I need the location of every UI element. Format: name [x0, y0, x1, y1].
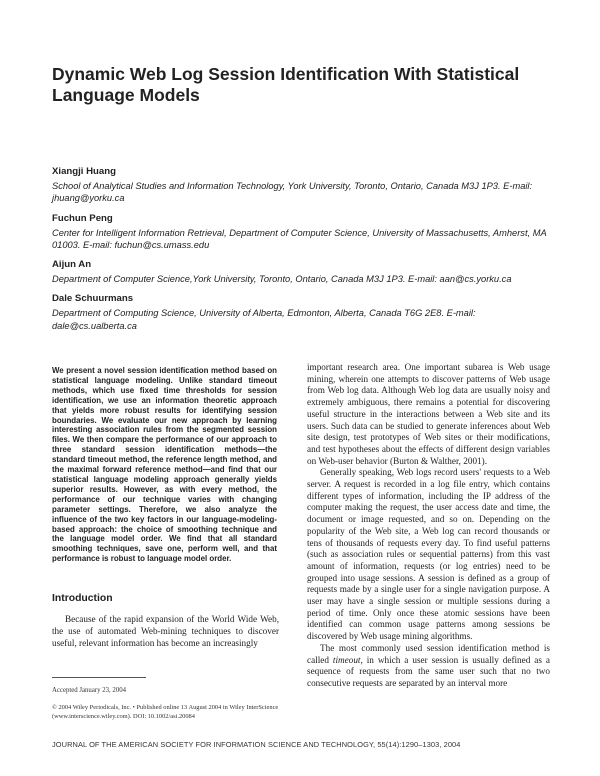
author-name: Fuchun Peng [52, 212, 113, 224]
author-affiliation: Department of Computing Science, University of Alberta, Edmonton, Alberta, Canada T6G 2E8. E-mail: dale@cs.ualberta.ca [52, 308, 476, 331]
author-name: Aijun An [52, 259, 92, 271]
paragraph: Generally speaking, Web logs record users' requests to a Web server. A request is recorded in a log file entry, which contains different types of information, including the IP address of the computer making the request, the user access date and time, the document or image requested, and so on. Depending on the popularity of the Web site, a Web log can record thousands or tens of thousands of requests every day. To find useful patterns (such as association rules or sequential patterns) from this vast amount of information, requests (or log entries) need to be grouped into usage sessions. A session is defined as a group of requests made by a single user for a single navigation purpose. A user may have a single session or multiple sessions during a period of time. Only once these atomic sessions have been identified can common usage patterns among sessions be discovered by Web usage mining algorithms. [307, 467, 550, 642]
paragraph: important research area. One important subarea is Web usage mining, wherein one attempts to discover patterns of Web usage from Web log data. Although Web log data are usually noisy and extremely ambiguous, there remains a potential for discovering useful structure in the interactions between a Web site and its users. Such data can be studied to generate inferences about Web site design, test prototypes of Web sites or their modifications, and test hypotheses about the effects of different design variables on Web-user behavior (Burton & Walther, 2001). [307, 362, 550, 466]
author-affiliation: Center for Intelligent Information Retrieval, Department of Computer Science, University of Massachusetts, Amherst, MA 01003. E-mail: fuchun@cs.umass.edu [52, 227, 547, 250]
footnote-divider [52, 677, 146, 678]
paper-title: Dynamic Web Log Session Identification With Statistical Language Models [52, 64, 520, 105]
author-block [52, 166, 552, 340]
text-run: , in which a user session is usually defined as a sequence of requests from the same user such that no two consecutive requests are separated by an interval more [307, 654, 551, 688]
emphasis-term: timeout [332, 654, 361, 665]
author-affiliation: School of Analytical Studies and Information Technology, York University, Toronto, Ontario, Canada M3J 1P3. E-mail: jhuang@yorku.ca [52, 181, 533, 204]
author-name: Xiangji Huang [52, 166, 116, 177]
abstract: We present a novel session identification method based on statistical language modeling. Unlike standard timeout methods, which use fixed time thresholds for session identification, we use an information theoretic approach that yields more robust results for identifying session boundaries. We evaluate our new approach by learning interesting association rules from the segmented session files. We then compare the performance of our approach to three standard session identification methods—the standard timeout method, the reference length method, and the maximal forward reference method—and find that our statistical language modeling approach generally yields superior results. However, as with every method, the performance of our technique varies with changing parameter settings. Therefore, we also analyze the influence of the two key factors in our language-modeling-based approach: the choice of smoothing technique and the language model order. We find that all standard smoothing techniques, save one, perform well, and that performance is robust to language model order. [52, 366, 277, 564]
author-entry [52, 213, 552, 252]
author-entry [52, 166, 552, 205]
author-entry [52, 259, 552, 285]
text-run: The most commonly used session identification method is called [307, 642, 550, 665]
accepted-date: Accepted January 23, 2004 [52, 687, 126, 694]
introduction-text [52, 614, 279, 649]
author-name: Dale Schuurmans [52, 293, 134, 305]
author-entry [52, 293, 552, 332]
paragraph: Because of the rapid expansion of the World Wide Web, the use of automated Web-mining techniques to discover useful, relevant information has become an increasingly [52, 614, 279, 648]
copyright-notice: © 2004 Wiley Periodicals, Inc. • Published online 13 August 2004 in Wiley InterScience (www.interscience.wiley.com). DOI: 10.1002/asi.20084 [52, 704, 279, 720]
right-column-text [307, 362, 550, 690]
section-heading-introduction: Introduction [52, 593, 113, 604]
journal-footer: JOURNAL OF THE AMERICAN SOCIETY FOR INFORMATION SCIENCE AND TECHNOLOGY, 55(14):1290–1303, 2004 [52, 740, 461, 749]
paragraph [307, 643, 550, 690]
author-affiliation: Department of Computer Science,York University, Toronto, Ontario, Canada M3J 1P3. E-mail: aan@cs.yorku.ca [52, 274, 512, 285]
